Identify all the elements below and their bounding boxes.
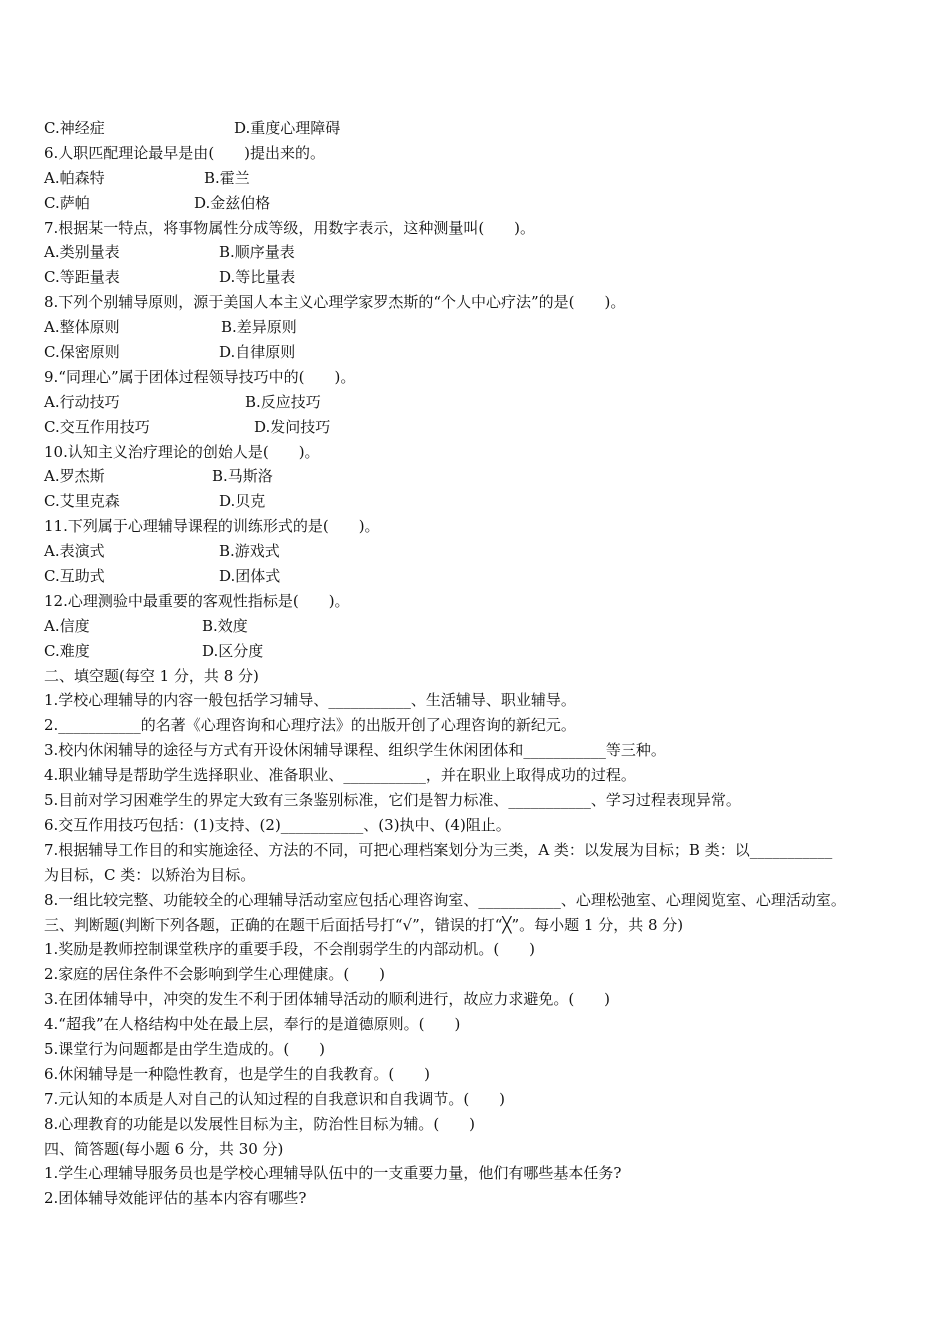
option-right: D.等比量表 [219, 268, 296, 287]
text-line: 5.课堂行为问题都是由学生造成的。( ) [44, 1039, 326, 1058]
option-row [44, 539, 924, 564]
text-line: 1.学校心理辅导的内容一般包括学习辅导、___________、生活辅导、职业辅导。 [44, 691, 576, 710]
text-line: 三、判断题(判断下列各题，正确的在题干后面括号打“√”，错误的打“╳”。每小题 1 分，共 8 分) [44, 915, 684, 934]
option-row [44, 340, 924, 365]
option-row [44, 415, 924, 440]
option-right: D.重度心理障碍 [234, 119, 341, 137]
text-line: 4.职业辅导是帮助学生选择职业、准备职业、___________，并在职业上取得成功的过程。 [44, 766, 636, 785]
option-left: C.艾里克森 [44, 492, 120, 511]
option-left: C.交互作用技巧 [44, 417, 150, 436]
option-row [44, 564, 924, 589]
option-row [44, 614, 924, 639]
option-right: B.霍兰 [204, 168, 250, 187]
option-right: D.发问技巧 [254, 417, 331, 436]
option-left: A.帕森特 [44, 168, 105, 187]
option-right: B.差异原则 [221, 318, 297, 337]
option-left: A.罗杰斯 [44, 467, 105, 486]
text-line: 7.根据某一特点，将事物属性分成等级，用数字表示，这种测量叫( )。 [44, 218, 536, 237]
option-row [44, 489, 924, 514]
text-line: 7.根据辅导工作目的和实施途径、方法的不同，可把心理档案划分为三类，A 类：以发展为目标；B 类：以___________ [44, 840, 833, 859]
option-row [44, 166, 924, 191]
text-line: 3.校内休闲辅导的途径与方式有开设休闲辅导课程、组织学生休闲团体和___________等三种。 [44, 741, 666, 760]
option-left: A.类别量表 [44, 243, 120, 262]
option-right: D.区分度 [202, 641, 264, 660]
text-line: 8.下列个别辅导原则，源于美国人本主义心理学家罗杰斯的“个人中心疗法”的是( )。 [44, 293, 626, 312]
text-line: 1.奖励是教师控制课堂秩序的重要手段，不会削弱学生的内部动机。( ) [44, 940, 536, 959]
text-line: 4.“超我”在人格结构中处在最上层，奉行的是道德原则。( ) [44, 1015, 461, 1034]
option-left: C.互助式 [44, 567, 105, 586]
option-right: D.贝克 [219, 492, 266, 511]
option-row [44, 191, 924, 216]
text-line: 8.心理教育的功能是以发展性目标为主，防治性目标为辅。( ) [44, 1114, 476, 1133]
text-line: 12.心理测验中最重要的客观性指标是( )。 [44, 591, 350, 610]
option-row [44, 240, 924, 265]
text-line: 2.家庭的居住条件不会影响到学生心理健康。( ) [44, 965, 386, 984]
option-left: C.萨帕 [44, 193, 90, 212]
option-left: C.难度 [44, 641, 90, 660]
text-line: 四、简答题(每小题 6 分，共 30 分) [44, 1139, 284, 1158]
text-line: 8.一组比较完整、功能较全的心理辅导活动室应包括心理咨询室、___________、心理松弛室、心理阅览室、心理活动室。 [44, 890, 846, 909]
option-left: A.行动技巧 [44, 392, 120, 411]
text-line: 5.目前对学习困难学生的界定大致有三条鉴别标准，它们是智力标准、___________、学习过程表现异常。 [44, 791, 741, 810]
option-row [44, 116, 924, 141]
text-line: 9.“同理心”属于团体过程领导技巧中的( )。 [44, 367, 356, 386]
text-line: 10.认知主义治疗理论的创始人是( )。 [44, 442, 320, 461]
text-line: 3.在团体辅导中，冲突的发生不利于团体辅导活动的顺利进行，故应力求避免。( ) [44, 990, 611, 1009]
option-row [44, 464, 924, 489]
option-left: C.神经症 [44, 119, 105, 137]
text-line: 6.人职匹配理论最早是由( )提出来的。 [44, 143, 326, 162]
option-row [44, 639, 924, 664]
text-line: 1.学生心理辅导服务员也是学校心理辅导队伍中的一支重要力量，他们有哪些基本任务? [44, 1164, 622, 1183]
text-line: 6.交互作用技巧包括：(1)支持、(2)___________、(3)执中、(4)阻止。 [44, 815, 511, 834]
option-right: B.效度 [202, 616, 248, 635]
option-right: D.团体式 [219, 567, 281, 586]
option-row [44, 390, 924, 415]
text-line: 6.休闲辅导是一种隐性教育，也是学生的自我教育。( ) [44, 1064, 431, 1083]
option-left: C.等距量表 [44, 268, 120, 287]
text-line: 2.团体辅导效能评估的基本内容有哪些? [44, 1189, 307, 1208]
option-row [44, 315, 924, 340]
option-right: B.马斯洛 [212, 467, 273, 486]
option-right: B.顺序量表 [219, 243, 295, 262]
text-line: 2.___________的名著《心理咨询和心理疗法》的出版开创了心理咨询的新纪元。 [44, 716, 576, 735]
text-line: 7.元认知的本质是人对自己的认知过程的自我意识和自我调节。( ) [44, 1089, 506, 1108]
option-left: A.整体原则 [44, 318, 120, 337]
text-line: 二、填空题(每空 1 分，共 8 分) [44, 666, 259, 685]
option-left: C.保密原则 [44, 343, 120, 362]
text-line: 为目标，C 类：以矫治为目标。 [44, 865, 256, 884]
option-right: D.自律原则 [219, 343, 296, 362]
option-row [44, 265, 924, 290]
text-line: 11.下列属于心理辅导课程的训练形式的是( )。 [44, 517, 380, 536]
option-right: B.反应技巧 [245, 392, 321, 411]
option-left: A.信度 [44, 616, 90, 635]
option-right: B.游戏式 [219, 542, 280, 561]
option-right: D.金兹伯格 [194, 193, 271, 212]
exam-content [44, 116, 924, 1211]
option-left: A.表演式 [44, 542, 105, 561]
